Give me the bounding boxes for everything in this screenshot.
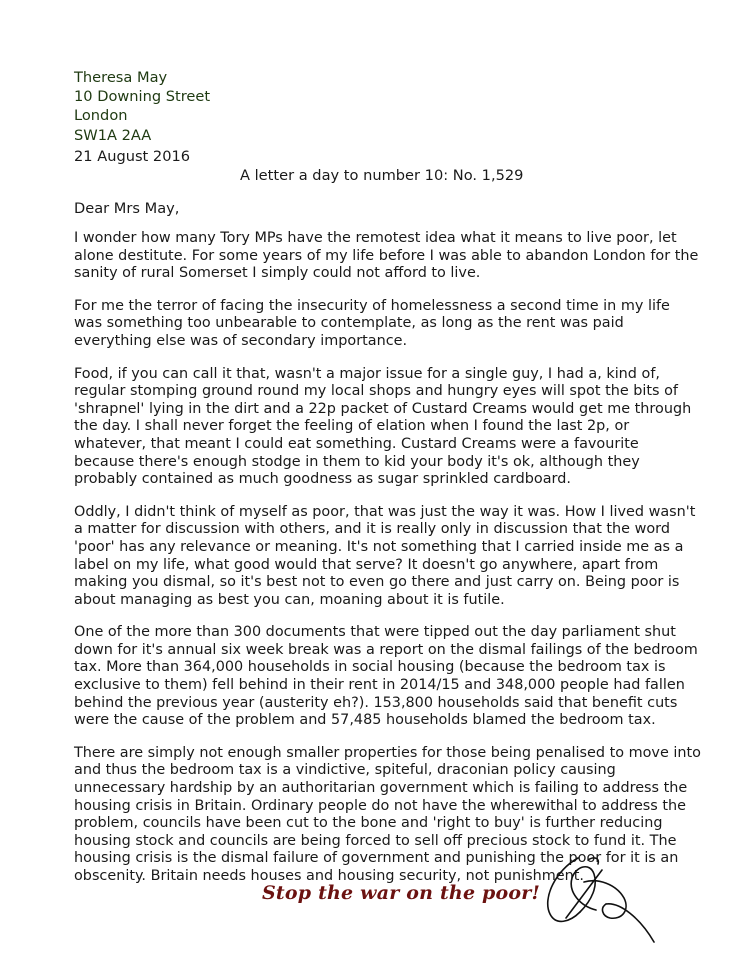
text-line: sanity of rural Somerset I simply could not afford to live. <box>74 265 481 282</box>
text-line: For me the terror of facing the insecurity of homelessness a second time in my life <box>74 297 670 314</box>
recipient-city: London <box>74 107 128 125</box>
text-line: the day. I shall never forget the feeling of elation when I found the last 2p, or <box>74 418 630 435</box>
letter-series-number: A letter a day to number 10: No. 1,529 <box>240 167 524 184</box>
letter-body <box>74 230 701 901</box>
text-line: Food, if you can call it that, wasn't a major issue for a single guy, I had a, kind of, <box>74 365 660 382</box>
text-line: whatever, that meant I could eat something. Custard Creams were a favourite <box>74 435 639 452</box>
text-line: a matter for discussion with others, and it is really only in discussion that the word <box>74 521 670 538</box>
text-line: 'poor' has any relevance or meaning. It's not something that I carried inside me as a <box>74 538 684 555</box>
recipient-address <box>74 68 210 145</box>
text-line: alone destitute. For some years of my life before I was able to abandon London for the <box>74 247 699 264</box>
text-line: down for it's annual six week break was a report on the dismal failings of the bedroom <box>74 641 698 658</box>
text-line: label on my life, what good would that serve? It doesn't go anywhere, apart from <box>74 556 659 573</box>
handwritten-signature <box>536 848 666 948</box>
paragraph-4 <box>74 503 696 610</box>
text-line: and thus the bedroom tax is a vindictive, spiteful, draconian policy causing <box>74 762 616 779</box>
text-line: Oddly, I didn't think of myself as poor, that was just the way it was. How I lived wasn't <box>74 503 696 520</box>
slogan: Stop the war on the poor! <box>262 882 541 904</box>
paragraph-2 <box>74 298 684 351</box>
text-line: housing crisis is the dismal failure of government and punishing the poor for it is an <box>74 850 679 867</box>
text-line: exclusive to them) fell behind in their rent in 2014/15 and 348,000 people had fallen <box>74 677 685 694</box>
text-line: because there's enough stodge in them to kid your body it's ok, although they <box>74 453 640 470</box>
paragraph-5 <box>74 624 698 730</box>
letter-date: 21 August 2016 <box>74 148 191 165</box>
text-line: about managing as best you can, moaning about it is futile. <box>74 591 505 608</box>
text-line: obscenity. Britain needs houses and housing security, not punishment. <box>74 868 584 884</box>
recipient-postcode: SW1A 2AA <box>74 126 152 144</box>
text-line: were the cause of the problem and 57,485 households blamed the bedroom tax. <box>74 712 656 729</box>
text-line: One of the more than 300 documents that were tipped out the day parliament shut <box>74 624 676 641</box>
text-line: unnecessary hardship by an authoritarian government which is failing to address the <box>74 780 688 797</box>
recipient-name: Theresa May <box>74 69 168 86</box>
paragraph-1 <box>74 230 699 283</box>
text-line: 'shrapnel' lying in the dirt and a 22p packet of Custard Creams would get me through <box>74 400 692 417</box>
text-line: making you dismal, so it's best not to even go there and just carry on. Being poor is <box>74 574 680 591</box>
text-line: housing crisis in Britain. Ordinary people do not have the wherewithal to address the <box>74 797 686 814</box>
text-line: regular stomping ground round my local shops and hungry eyes will spot the bits of <box>74 383 678 400</box>
text-line: problem, councils have been cut to the bone and 'right to buy' is further reducing <box>74 815 663 832</box>
paragraph-3 <box>74 365 692 489</box>
text-line: probably contained as much goodness as sugar sprinkled cardboard. <box>74 471 571 488</box>
salutation: Dear Mrs May, <box>74 200 180 217</box>
recipient-street: 10 Downing Street <box>74 88 211 106</box>
text-line: tax. More than 364,000 households in social housing (because the bedroom tax is <box>74 659 666 676</box>
text-line: was something too unbearable to contemplate, as long as the rent was paid <box>74 315 624 332</box>
text-line: everything else was of secondary importance. <box>74 332 408 349</box>
text-line: housing stock and councils are being forced to sell off precious stock to fund it. The <box>74 832 677 849</box>
text-line: I wonder how many Tory MPs have the remotest idea what it means to live poor, let <box>74 230 677 246</box>
text-line: There are simply not enough smaller properties for those being penalised to move into <box>74 744 701 761</box>
text-line: behind the previous year (austerity eh?). 153,800 households said that benefit cuts <box>74 694 678 711</box>
